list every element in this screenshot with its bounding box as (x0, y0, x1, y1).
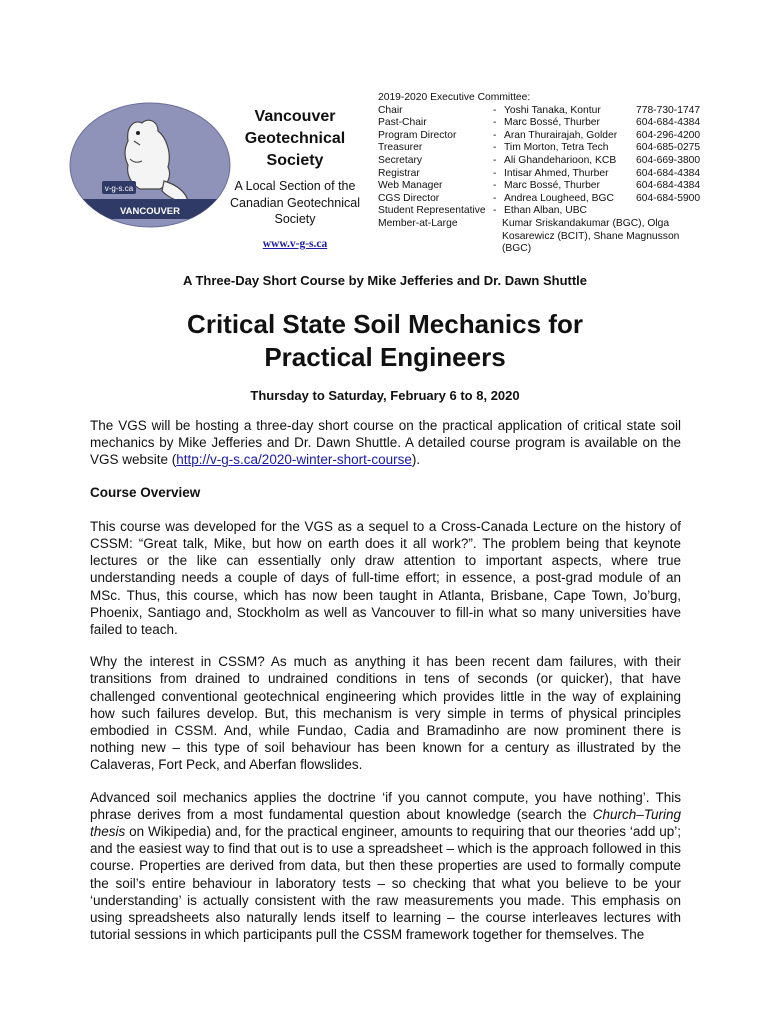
committee-member-row (378, 155, 708, 168)
para3-text-end: on Wikipedia) and, for the practical engineer, amounts to requiring that our theories ‘add up’; and the easiest way to find that out is to use a spreadsheet – which is the approach followed in this course. Properties are derived from data, but then these properties are used to formally compute the soil’s entire behaviour in laboratory tests – so checking that what you believe to be your ‘understanding’ is actually consistent with the raw measurements you made. This emphasis on using spreadsheets also naturally lends itself to learning – the course interleaves lectures with tutorial sessions in which participants pull the CSSM framework together for themselves. The (90, 824, 681, 943)
committee-member-phone: 604-684-4384 (636, 117, 701, 129)
committee-member-name: Andrea Lougheed, BGC (504, 192, 614, 204)
course-byline: A Three-Day Short Course by Mike Jefferies and Dr. Dawn Shuttle (182, 273, 588, 288)
committee-member-row (378, 193, 708, 206)
overview-paragraph-2: Why the interest in CSSM? As much as anything it has been recent dam failures, with their transitions from drained to undrained conditions in tens of seconds (or quicker), that have challenged conventional geotechnical engineering which provides little in the way of explaining how such failures develop. But, this mechanism is very simple in terms of physical principles embodied in CSSM. And, while Fundao, Cadia and Bramadinho are now prominent there is nothing new – this type of soil behaviour has been known for a century as illustrated by the Calaveras, Fort Peck, and Aberfan flowslides. (90, 654, 681, 773)
committee-member-name: Ali Ghandeharioon, KCB (504, 154, 617, 166)
committee-dash: - (493, 117, 497, 129)
committee-member-phone: 604-685-0275 (636, 142, 701, 154)
vgs-beaver-logo (68, 101, 232, 229)
committee-member-row (378, 180, 708, 193)
committee-member-name: Tim Morton, Tetra Tech (504, 142, 609, 154)
course-title-line-1: Critical State Soil Mechanics for (187, 309, 583, 339)
committee-member-phone: 604-684-4384 (636, 180, 701, 192)
committee-member-name: Ethan Alban, UBC (504, 205, 587, 217)
committee-member-name: Intisar Ahmed, Thurber (504, 167, 609, 179)
committee-member-phone: 604-669-3800 (636, 154, 701, 166)
committee-dash: - (493, 192, 497, 204)
committee-role: Chair (378, 104, 403, 116)
committee-member-row (378, 130, 708, 143)
committee-member-phone: 604-296-4200 (636, 129, 701, 141)
society-name-line-3: Society (266, 152, 324, 169)
member-at-large-role: Member-at-Large (378, 217, 458, 229)
member-at-large-names: Kumar Sriskandakumar (BGC), Olga Kosarewicz (BCIT), Shane Magnusson (BGC) (502, 217, 680, 255)
church-turing-term: Church–Turing thesis (90, 806, 681, 840)
society-subtitle: A Local Section of the Canadian Geotechnical Society (230, 179, 360, 226)
overview-paragraph-1: This course was developed for the VGS as a sequel to a Cross-Canada Lecture on the history of CSSM: “Great talk, Mike, but how on earth does it all work?”. The problem being that keynote lectures or the like can essentially only draw attention to important aspects, where true understanding needs a couple of days of full-time effort; in essence, a post-grad module of an MSc. Thus, this course, which has now been taught in Atlanta, Brisbane, Cape Town, Jo’burg, Phoenix, Santiago and, Stockholm as well as Vancouver to fill-in what so many universities have failed to teach. (90, 518, 681, 638)
committee-member-name: Aran Thurairajah, Golder (504, 129, 618, 141)
committee-member-row (378, 142, 708, 155)
committee-role: Program Director (378, 129, 457, 141)
course-title (0, 308, 770, 374)
para3-text-start: Advanced soil mechanics applies the doctrine ‘if you cannot compute, you have nothing’. This phrase derives from a most fundamental question about knowledge (search the (90, 789, 681, 822)
document-body (90, 417, 681, 958)
committee-dash: - (493, 142, 497, 154)
committee-member-phone: 778-730-1747 (636, 104, 701, 116)
society-website-link[interactable]: www.v-g-s.ca (262, 237, 328, 250)
committee-member-name: Marc Bossé, Thurber (504, 180, 600, 192)
committee-member-row (378, 168, 708, 181)
society-name-line-1: Vancouver (254, 108, 336, 125)
logo-banner-text: VANCOUVER (120, 206, 180, 217)
society-name-line-2: Geotechnical (244, 130, 346, 147)
committee-member-name: Marc Bossé, Thurber (504, 117, 600, 129)
committee-dash: - (493, 129, 497, 141)
society-block (222, 106, 368, 250)
committee-member-name: Yoshi Tanaka, Kontur (504, 104, 601, 116)
committee-member-row (378, 205, 708, 218)
committee-dash: - (493, 104, 497, 116)
course-program-link[interactable]: http://v-g-s.ca/2020-winter-short-course (176, 452, 412, 468)
executive-committee (378, 92, 708, 255)
committee-role: Past-Chair (378, 117, 427, 129)
section-heading-course-overview: Course Overview (90, 484, 201, 500)
committee-dash: - (493, 180, 497, 192)
committee-role: Web Manager (378, 180, 443, 192)
intro-text-end: ). (411, 452, 421, 468)
course-dates: Thursday to Saturday, February 6 to 8, 2020 (250, 388, 520, 403)
committee-dash: - (493, 154, 497, 166)
committee-role: Treasurer (378, 142, 423, 154)
committee-role: CGS Director (378, 192, 440, 204)
committee-member-row (378, 105, 708, 118)
course-title-line-2: Practical Engineers (264, 342, 506, 372)
logo-badge-text: v-g-s.ca (104, 184, 134, 193)
committee-member-phone: 604-684-4384 (636, 167, 701, 179)
committee-role: Student Representative (378, 205, 486, 217)
committee-dash: - (493, 167, 497, 179)
committee-member-phone: 604-684-5900 (636, 192, 701, 204)
intro-text: The VGS will be hosting a three-day short course on the practical application of critical state soil mechanics by Mike Jefferies and Dr. Dawn Shuttle. A detailed course program is available on the VGS website ( (90, 418, 681, 468)
committee-dash: - (493, 205, 497, 217)
committee-heading: 2019-2020 Executive Committee: (378, 92, 531, 103)
committee-member-row (378, 117, 708, 130)
committee-role: Registrar (378, 167, 420, 179)
intro-paragraph (90, 417, 681, 469)
overview-paragraph-3 (90, 789, 681, 944)
committee-role: Secretary (378, 154, 423, 166)
